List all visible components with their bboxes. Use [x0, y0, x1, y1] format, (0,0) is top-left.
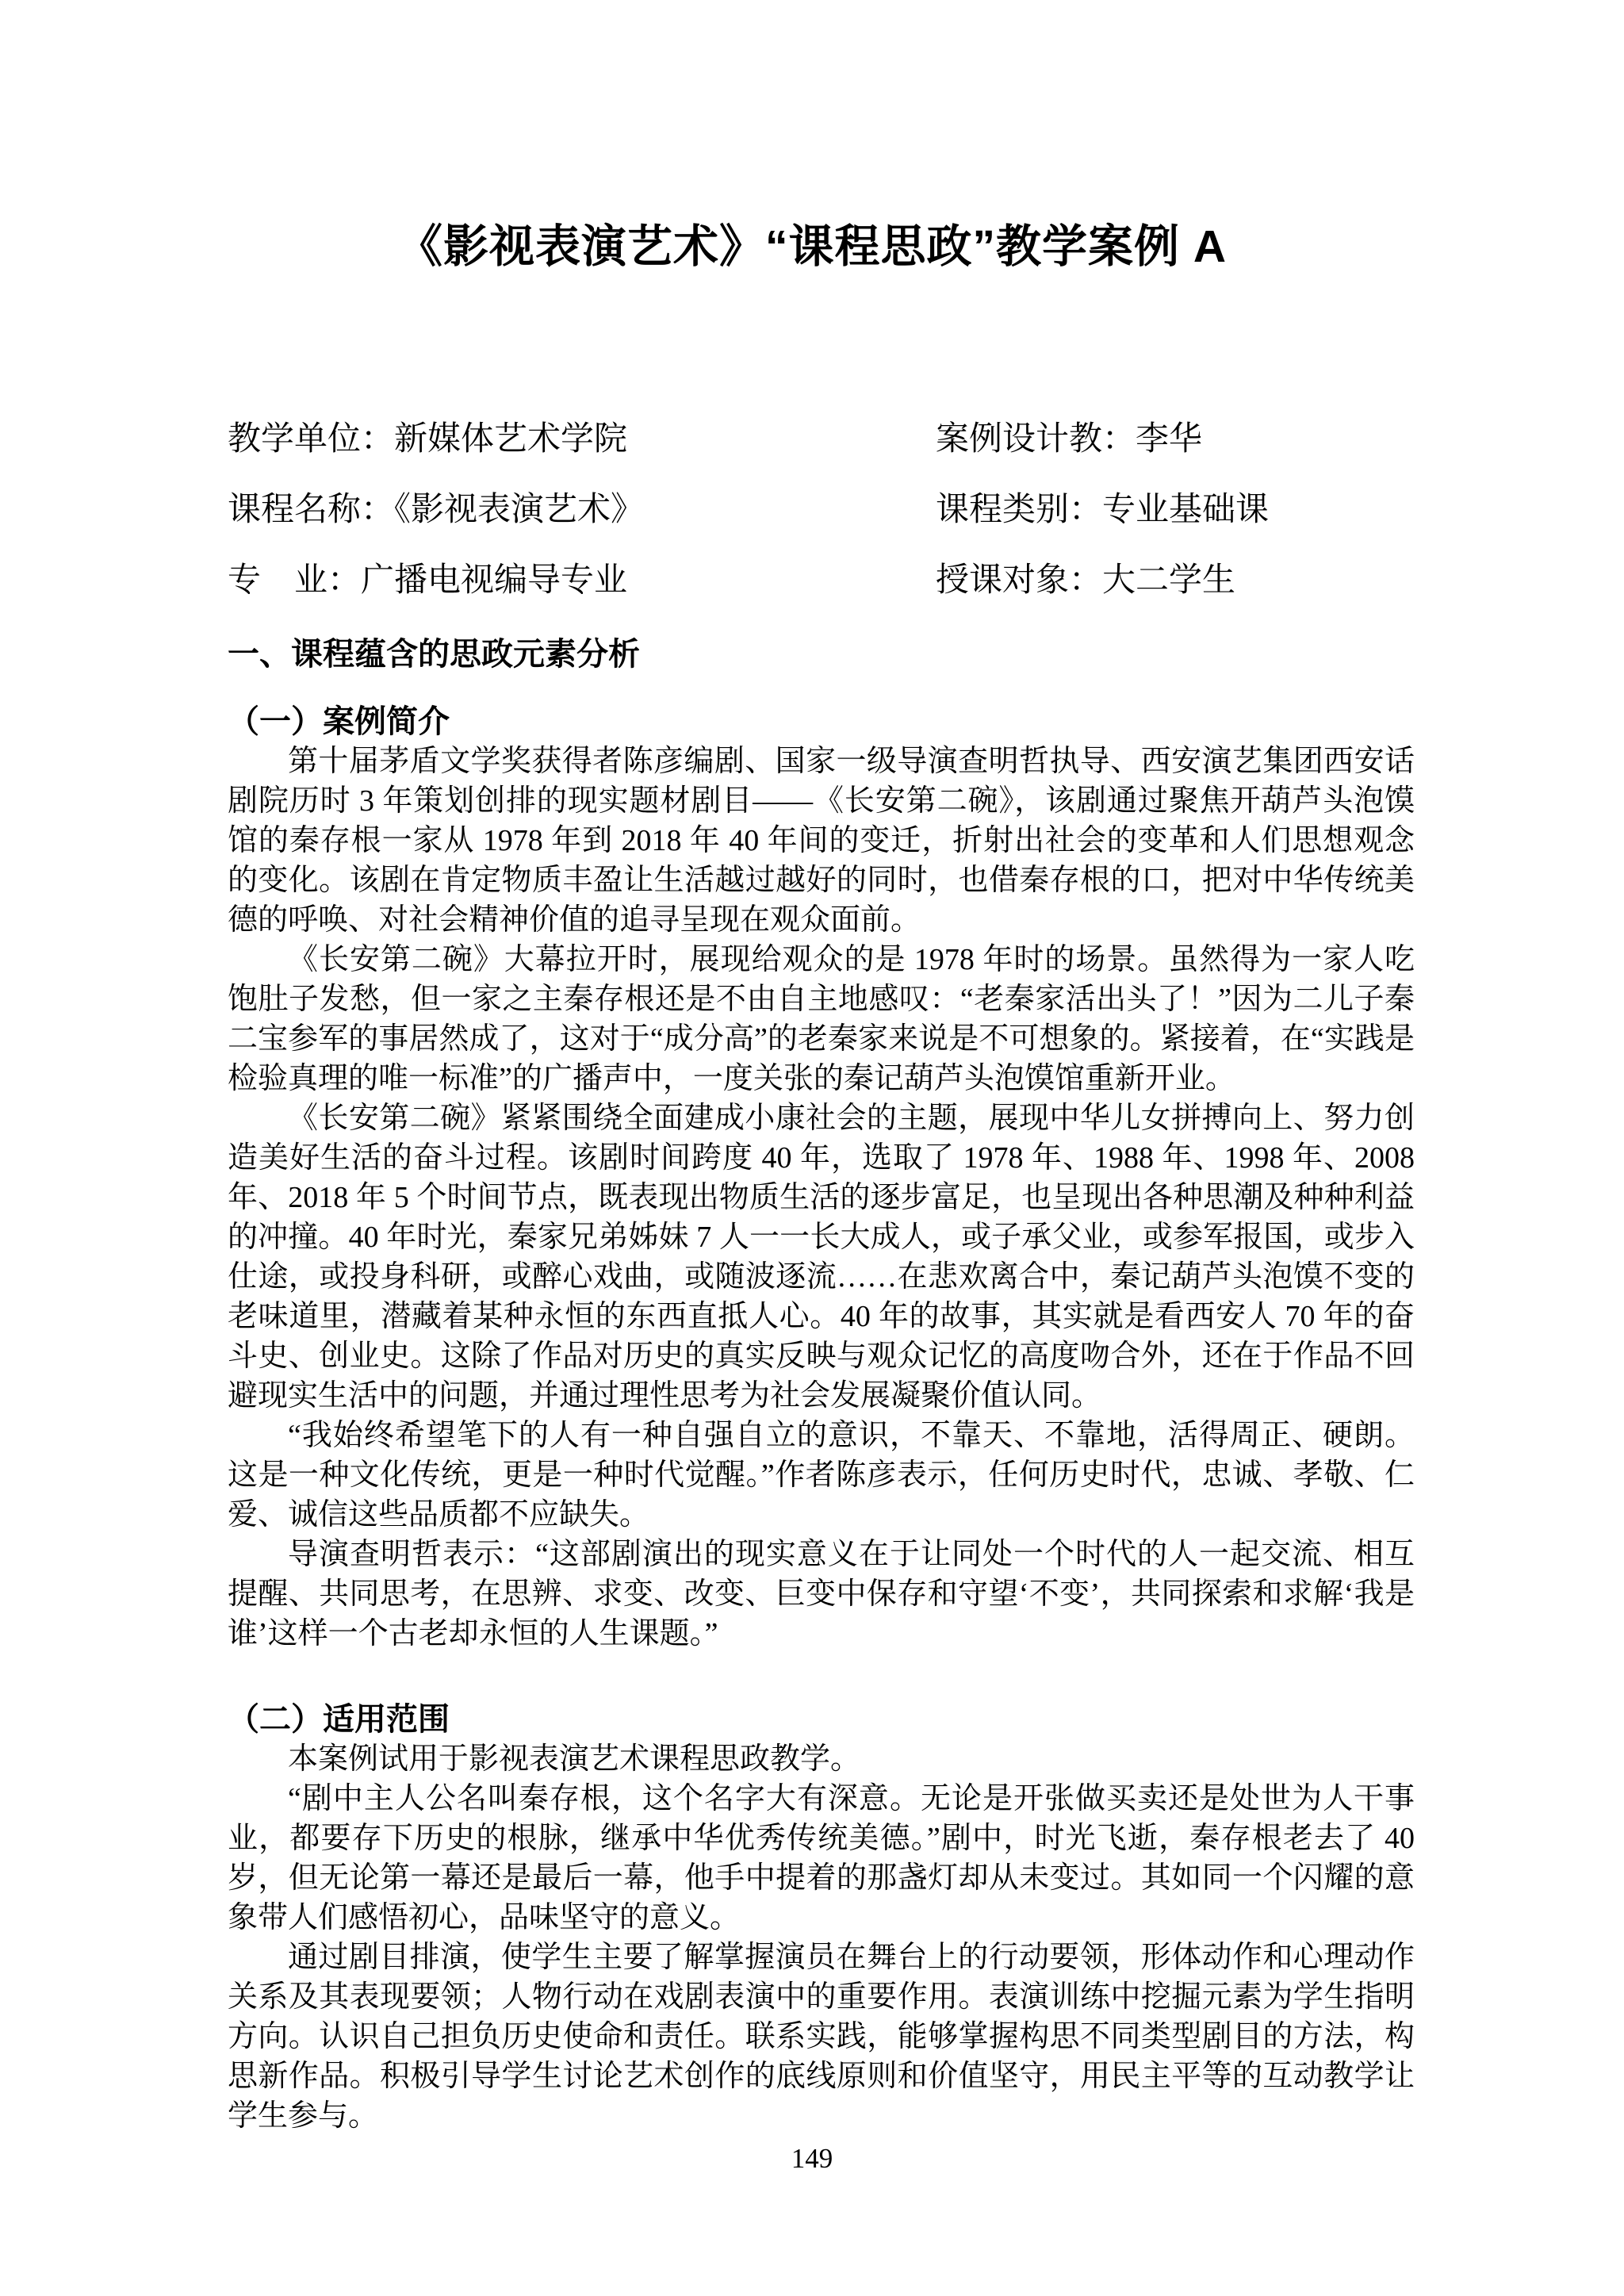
- paragraph-scope-1: 本案例试用于影视表演艺术课程思政教学。: [288, 1742, 861, 1776]
- metadata-course-category: 课程类别：专业基础课: [936, 492, 1270, 528]
- metadata-course-name: 课程名称：《影视表演艺术》: [228, 492, 645, 528]
- metadata-row: [228, 422, 1415, 457]
- page-number: 149: [791, 2143, 833, 2174]
- paragraph-case-intro-3: 《长安第二碗》紧紧围绕全面建成小康社会的主题，展现中华儿女拼搏向上、努力创造美好生活的奋斗过程。该剧时间跨度 40 年，选取了 1978 年、1988 年、1998 年、2008 年、2018 年 5 个时间节点，既表现出物质生活的逐步富足，也呈现出各种思潮及种种利益的冲撞。40 年时光，秦家兄弟姊妹 7 人一一长大成人，或子承父业，或参军报国，或步入仕途，或投身科研，或醉心戏曲，或随波逐流……在悲欢离合中，秦记葫芦头泡馍不变的老味道里，潜藏着某种永恒的东西直抵人心。40 年的故事，其实就是看西安人 70 年的奋斗史、创业史。这除了作品对历史的真实反映与观众记忆的高度吻合外，还在于作品不回避现实生活中的问题，并通过理性思考为社会发展凝聚价值认同。: [228, 1102, 1415, 1412]
- content-area: [228, 422, 1415, 2136]
- metadata-case-designer: 案例设计教：李华: [936, 421, 1203, 458]
- paragraph-case-intro-5: 导演查明哲表示：“这部剧演出的现实意义在于让同处一个时代的人一起交流、相互提醒、共同思考，在思辨、求变、改变、巨变中保存和守望‘不变’，共同探索和求解‘我是谁’这样一个古老却永恒的人生课题。”: [228, 1538, 1415, 1650]
- metadata-row: [228, 563, 1415, 598]
- metadata-teaching-unit: 教学单位：新媒体艺术学院: [228, 421, 628, 458]
- metadata-row: [228, 493, 1415, 527]
- paragraph-scope-2: “剧中主人公名叫秦存根，这个名字大有深意。无论是开张做买卖还是处世为人干事业，都要存下历史的根脉，继承中华优秀传统美德。”剧中，时光飞逝，秦存根老去了 40 岁，但无论第一幕还是最后一幕，他手中提着的那盏灯却从未变过。其如同一个闪耀的意象带人们感悟初心，品味坚守的意义。: [228, 1782, 1415, 1934]
- metadata-major: 专 业：广播电视编导专业: [228, 562, 628, 599]
- subsection-heading-case-intro: （一）案例简介: [228, 704, 450, 739]
- metadata-students: 授课对象：大二学生: [936, 562, 1236, 599]
- section-heading-ideological-elements: 一、课程蕴含的思政元素分析: [228, 637, 640, 672]
- metadata-block: [228, 422, 1415, 598]
- subsection-heading-scope: （二）适用范围: [228, 1702, 450, 1737]
- paragraph-case-intro-4: “我始终希望笔下的人有一种自强自立的意识，不靠天、不靠地，活得周正、硬朗。这是一种文化传统，更是一种时代觉醒。”作者陈彦表示，任何历史时代，忠诚、孝敬、仁爱、诚信这些品质都不应缺失。: [228, 1419, 1415, 1531]
- paragraph-case-intro-2: 《长安第二碗》大幕拉开时，展现给观众的是 1978 年时的场景。虽然得为一家人吃饱肚子发愁，但一家之主秦存根还是不由自主地感叹：“老秦家活出头了！”因为二儿子秦二宝参军的事居然成了，这对于“成分高”的老秦家来说是不可想象的。紧接着，在“实践是检验真理的唯一标准”的广播声中，一度关张的秦记葫芦头泡馍馆重新开业。: [228, 943, 1415, 1095]
- paragraph-scope-3: 通过剧目排演，使学生主要了解掌握演员在舞台上的行动要领，形体动作和心理动作关系及其表现要领；人物行动在戏剧表演中的重要作用。表演训练中挖掘元素为学生指明方向。认识自己担负历史使命和责任。联系实践，能够掌握构思不同类型剧目的方法，构思新作品。积极引导学生讨论艺术创作的底线原则和价值坚守，用民主平等的互动教学让学生参与。: [228, 1941, 1415, 2133]
- paragraph-case-intro-1: 第十届茅盾文学奖获得者陈彦编剧、国家一级导演查明哲执导、西安演艺集团西安话剧院历时 3 年策划创排的现实题材剧目——《长安第二碗》，该剧通过聚焦开葫芦头泡馍馆的秦存根一家从 1978 年到 2018 年 40 年间的变迁，折射出社会的变革和人们思想观念的变化。该剧在肯定物质丰盈让生活越过越好的同时，也借秦存根的口，把对中华传统美德的呼唤、对社会精神价值的追寻呈现在观众面前。: [228, 745, 1415, 937]
- page-title: 《影视表演艺术》“课程思政”教学案例 A: [397, 221, 1227, 272]
